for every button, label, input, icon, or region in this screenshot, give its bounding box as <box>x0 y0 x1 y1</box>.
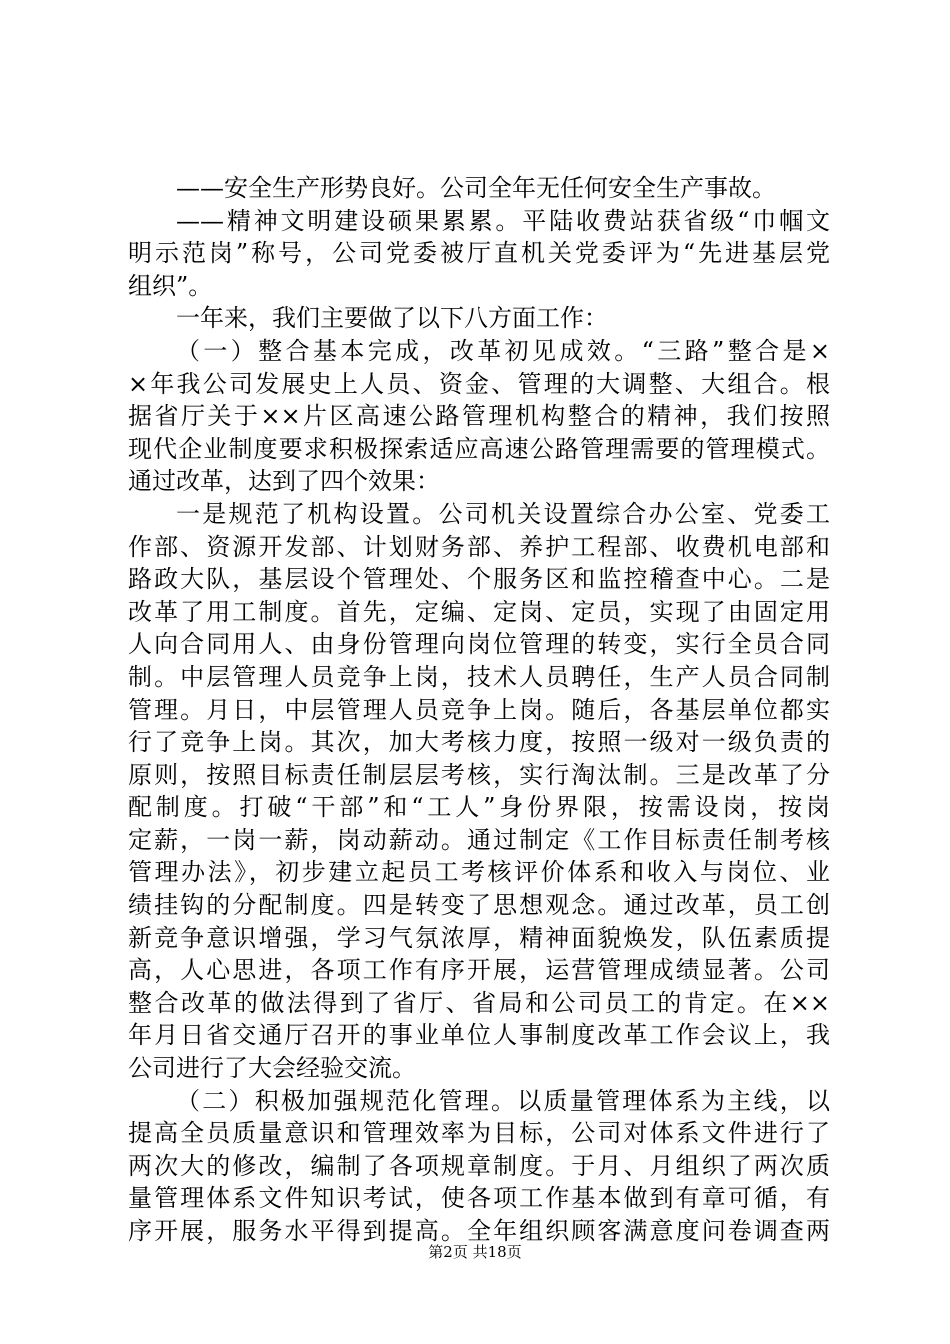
text-line: 明示范岗”称号，公司党委被厅直机关党委评为“先进基层党 <box>128 239 830 268</box>
text-line: 公司进行了大会经验交流。 <box>128 1054 416 1083</box>
text-line: ——精神文明建设硕果累累。平陆收费站获省级“巾帼文 <box>176 206 830 235</box>
text-line: 作部、资源开发部、计划财务部、养护工程部、收费机电部和 <box>128 532 830 561</box>
text-line: 整合改革的做法得到了省厅、省局和公司员工的肯定。在×× <box>128 988 830 1017</box>
document-body <box>128 172 830 1248</box>
text-line: ×年我公司发展史上人员、资金、管理的大调整、大组合。根 <box>128 369 830 398</box>
text-line: （二）积极加强规范化管理。以质量管理体系为主线，以 <box>176 1086 830 1115</box>
text-line: 通过改革，达到了四个效果： <box>128 467 440 496</box>
text-line: 新竞争意识增强，学习气氛浓厚，精神面貌焕发，队伍素质提 <box>128 923 830 952</box>
text-line: 组织”。 <box>128 271 213 300</box>
text-line: 管理办法》，初步建立起员工考核评价体系和收入与岗位、业 <box>128 858 830 887</box>
text-line: 序开展，服务水平得到提高。全年组织顾客满意度问卷调查两 <box>128 1217 830 1245</box>
text-line: 定薪，一岗一薪，岗动薪动。通过制定《工作目标责任制考核 <box>128 825 830 854</box>
text-line: 管理。月日，中层管理人员竞争上岗。随后，各基层单位都实 <box>128 695 830 724</box>
text-line: 现代企业制度要求积极探索适应高速公路管理需要的管理模式。 <box>128 434 830 463</box>
text-line: 据省厅关于××片区高速公路管理机构整合的精神，我们按照 <box>128 402 830 431</box>
text-line: 改革了用工制度。首先，定编、定岗、定员，实现了由固定用 <box>128 597 830 626</box>
text-line: 制。中层管理人员竞争上岗，技术人员聘任，生产人员合同制 <box>128 662 830 691</box>
text-line: 原则，按照目标责任制层层考核，实行淘汰制。三是改革了分 <box>128 760 830 789</box>
text-line: 年月日省交通厅召开的事业单位人事制度改革工作会议上，我 <box>128 1021 830 1050</box>
text-line: 两次大的修改，编制了各项规章制度。于月、月组织了两次质 <box>128 1151 830 1180</box>
text-line: 路政大队，基层设个管理处、个服务区和监控稽查中心。二是 <box>128 565 830 594</box>
text-line: 绩挂钩的分配制度。四是转变了思想观念。通过改革，员工创 <box>128 891 830 920</box>
text-line: 配制度。打破“干部”和“工人”身份界限，按需设岗，按岗 <box>128 793 830 822</box>
text-line: 行了竞争上岗。其次，加大考核力度，按照一级对一级负责的 <box>128 728 830 757</box>
text-line: （一）整合基本完成，改革初见成效。“三路”整合是× <box>176 336 830 365</box>
text-line: 一是规范了机构设置。公司机关设置综合办公室、党委工 <box>176 499 830 528</box>
text-line: 高，人心思进，各项工作有序开展，运营管理成绩显著。公司 <box>128 956 830 985</box>
text-line: 一年来，我们主要做了以下八方面工作： <box>176 304 608 333</box>
page-number-footer: 第2页 共18页 <box>428 1243 522 1261</box>
text-line: 量管理体系文件知识考试，使各项工作基本做到有章可循，有 <box>128 1184 830 1213</box>
text-line: ——安全生产形势良好。公司全年无任何安全生产事故。 <box>176 174 776 202</box>
text-line: 人向合同用人、由身份管理向岗位管理的转变，实行全员合同 <box>128 630 830 659</box>
text-line: 提高全员质量意识和管理效率为目标，公司对体系文件进行了 <box>128 1119 830 1148</box>
